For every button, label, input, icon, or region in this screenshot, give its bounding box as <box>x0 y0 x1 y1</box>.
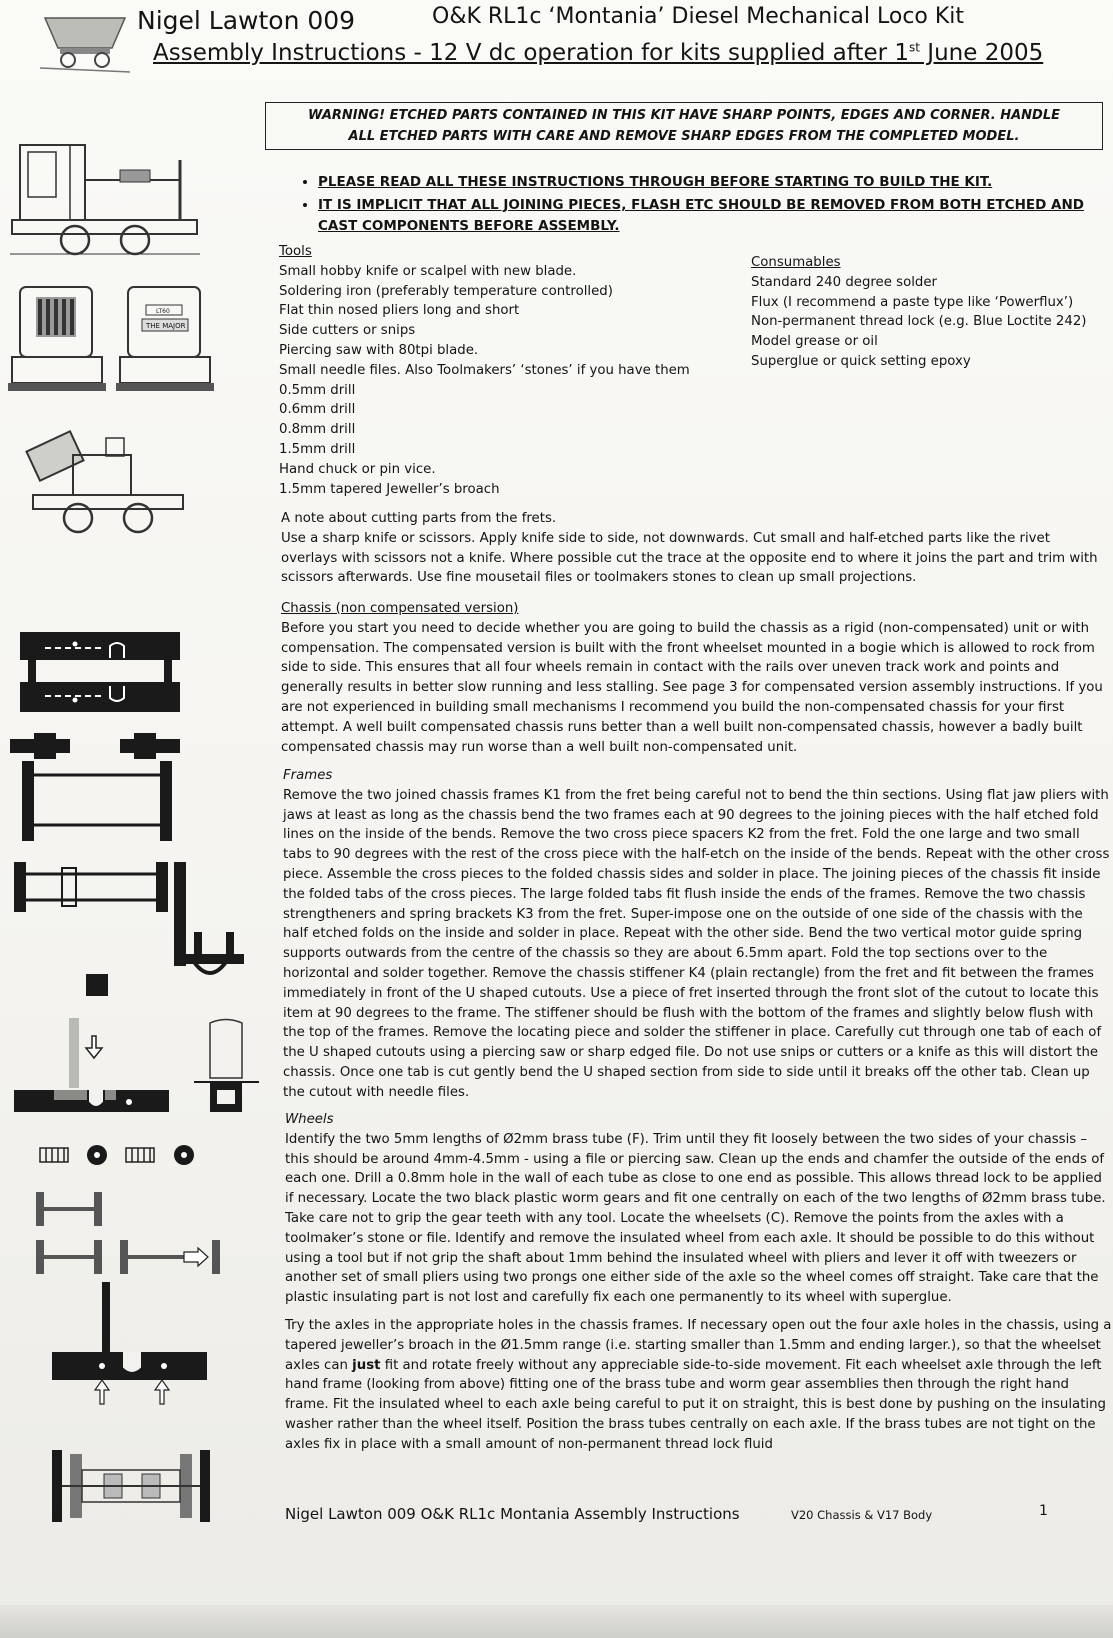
consumable-item: Model grease or oil <box>751 334 878 350</box>
tool-item: Flat thin nosed pliers long and short <box>279 303 520 319</box>
u-cutout-detail-figure <box>14 1018 259 1118</box>
end-view-front <box>8 287 106 391</box>
wheels-body-2a: Try the axles in the appropriate holes in the chassis frames. If necessary open out the four axle holes in the chassis, using a tapered jeweller’s broach in the Ø1.5mm range (i.e. starting smaller than 1.5mm and ending larger.), so that the wheelset axles can <box>285 1317 1112 1373</box>
footer-title: Nigel Lawton 009 O&K RL1c Montania Assembly Instructions <box>285 1505 740 1523</box>
consumables-section <box>751 253 1086 372</box>
chassis-with-wheels-figure <box>52 1450 212 1525</box>
subtitle-date: June 2005 <box>919 40 1044 66</box>
wheels-body-2 <box>285 1316 1113 1455</box>
cutting-body: Use a sharp knife or scissors. Apply knife side to side, not downwards. Cut small and half-etched parts like the rivet overlays with scissors not a knife. Where possible cut the trace at the opposite end to where it joins the part and trim with scissors afterwards. Use fine mousetail files or toolmakers stones to clean up small projections. <box>281 530 1098 586</box>
tipper-wagon-logo <box>40 10 130 75</box>
wheels-body-1: Identify the two 5mm lengths of Ø2mm brass tube (F). Trim until they fit loosely between the two sides of your chassis – this should be around 4mm-4.5mm - using a file or piercing saw. Clean up the ends and chamfer the outside of the ends of each one. Drill a 0.8mm hole in the wall of each tube as close to one end as possible. This allows thread lock to be applied if necessary. Locate the two black plastic worm gears and fit one centrally on each of the two lengths of Ø2mm brass tube. Take care not to grip the gear teeth with any tool. Locate the wheelsets (C). Remove the points from the axles with a toolmaker’s stone or file. Identify and remove the insulated wheel from each axle. It should be possible to do this without using a tool but if not grip the shaft about 1mm behind the insulated wheel with pliers and lever it off with tweezers or another set of small pliers using two prongs one either side of the axle so the wheel comes off straight. Take care that the plastic insulating part is not lost and carefully fix each one permanently to its wheel with superglue. <box>285 1131 1106 1306</box>
chassis-frame-fret-figure <box>20 632 180 714</box>
loco-end-views-figure <box>6 283 216 403</box>
warning-box <box>265 102 1103 150</box>
frames-heading: Frames <box>283 768 333 783</box>
scan-bottom-edge <box>0 1605 1113 1638</box>
tipping-loco-figure <box>28 430 188 540</box>
end-view-rear <box>116 287 214 391</box>
tools-section <box>279 242 690 499</box>
consumables-heading: Consumables <box>751 255 841 270</box>
footer-version: V20 Chassis & V17 Body <box>791 1508 933 1522</box>
cutting-note-section <box>281 509 1109 588</box>
frames-section <box>283 766 1111 1103</box>
warning-line-2: ALL ETCHED PARTS WITH CARE AND REMOVE SHARP EDGES FROM THE COMPLETED MODEL. <box>348 129 1020 144</box>
loco-side-view-figure <box>10 140 200 260</box>
wheelsets-figure <box>36 1190 226 1280</box>
assembled-frames-figure <box>14 862 249 992</box>
worm-gears-and-tubes-figure <box>40 1140 200 1172</box>
consumable-item: Superglue or quick setting epoxy <box>751 353 971 369</box>
tool-item: Side cutters or snips <box>279 323 416 339</box>
nameplate-number: LT60 <box>156 308 170 315</box>
subtitle-sup: st <box>909 40 920 55</box>
cutting-heading: A note about cutting parts from the frets. <box>281 511 557 526</box>
tool-item: Small needle files. Also Toolmakers’ ‘stones’ if you have them <box>279 362 690 378</box>
tool-item: 1.5mm drill <box>279 441 356 457</box>
chassis-heading: Chassis (non compensated version) <box>281 601 519 616</box>
consumable-item: Standard 240 degree solder <box>751 274 937 290</box>
tool-item: Piercing saw with 80tpi blade. <box>279 342 479 358</box>
chassis-axle-holes-figure <box>52 1282 212 1410</box>
subtitle <box>153 40 1043 66</box>
tool-item: Small hobby knife or scalpel with new blade. <box>279 263 577 279</box>
warning-line-1: WARNING! ETCHED PARTS CONTAINED IN THIS KIT HAVE SHARP POINTS, EDGES AND CORNER. HANDLE <box>307 108 1061 123</box>
kit-title: O&K RL1c ‘Montania’ Diesel Mechanical Loco Kit <box>432 4 965 29</box>
chassis-body: Before you start you need to decide whether you are going to build the chassis as a rigid (non-compensated) unit or with compensation. The compensated version is built with the front wheelset mounted in a bogie which is allowed to rock from side to side. This ensures that all four wheels remain in contact with the rails over uneven track work and points and generally results in better slow running and less stalling. See page 3 for compensated version assembly instructions. If you are not experienced in building small mechanisms I recommend you build the non-compensated chassis for your first attempt. A well built compensated chassis runs better than a well built non-compensated chassis, however a badly built compensated chassis may run worse than a well built non-compensated unit. <box>281 620 1103 755</box>
instruction-bullets <box>300 172 1100 239</box>
wheels-section <box>285 1110 1113 1455</box>
tool-item: 0.5mm drill <box>279 382 356 398</box>
cross-piece-spacers-figure <box>10 733 195 843</box>
tool-item: Soldering iron (preferably temperature controlled) <box>279 283 613 299</box>
chassis-section <box>281 599 1109 757</box>
tools-heading: Tools <box>279 244 312 259</box>
tool-item: 0.6mm drill <box>279 402 356 418</box>
wheels-heading: Wheels <box>285 1112 334 1127</box>
page-number: 1 <box>1039 1503 1048 1519</box>
consumable-item: Flux (I recommend a paste type like ‘Powerflux’) <box>751 294 1074 310</box>
tool-item: Hand chuck or pin vice. <box>279 461 436 477</box>
tool-item: 0.8mm drill <box>279 422 356 438</box>
consumable-item: Non-permanent thread lock (e.g. Blue Loctite 242) <box>751 314 1087 330</box>
subtitle-main: Assembly Instructions - 12 V dc operation for kits supplied after 1 <box>153 40 910 66</box>
wheels-body-2-bold: just <box>352 1357 381 1373</box>
frames-body: Remove the two joined chassis frames K1 from the fret being careful not to bend the thin sections. Using flat jaw pliers with jaws at least as long as the chassis bend the two frames each at 90 degrees to the joining pieces with the half etched fold lines on the inside of the bends. Remove the two cross piece spacers K2 from the fret. Fold the one large and two small tabs to 90 degrees with the rest of the cross piece with the half-etch on the inside of the bends. Repeat with the other cross piece. Assemble the cross pieces to the folded chassis sides and solder in place. The joining pieces of the chassis fit inside the folded tabs of the cross pieces. The large folded tabs fit flush inside the ends of the frames. Remove the two chassis strengtheners and spring brackets K3 from the fret. Super-impose one on the outside of one side of the chassis with the half etched folds on the inside and solder in place. Repeat with the other side. Bend the two vertical motor guide spring supports outwards from the centre of the chassis so they are about 6.5mm apart. Fold the top sections over to the horizontal and solder together. Remove the chassis stiffener K4 (plain rectangle) from the fret and fit between the frames immediately in front of the U shaped cutouts. Use a piece of fret inserted through the front slot of the cutout to locate this item at 90 degrees to the frame. The stiffener should be flush with the bottom of the frames and slightly below flush with the top of the frames. Remove the locating piece and solder the stiffener in place. Carefully cut through one tab of each of the U shaped cutouts using a piercing saw or sharp edged file. Do not use snips or cutters or a knife as this will distort the chassis. Once one tab is cut gently bend the U shaped section from side to side until it breaks off the other tab. Clean up the cutout with needle files. <box>283 787 1110 1100</box>
bullet-remove-flash: • IT IS IMPLICIT THAT ALL JOINING PIECES, FLASH ETC SHOULD BE REMOVED FROM BOTH ETCHED AND CAST COMPONENTS BEFORE ASSEMBLY. <box>318 195 1100 237</box>
nameplate-text: THE MAJOR <box>146 322 186 330</box>
bullet-read-first: • PLEASE READ ALL THESE INSTRUCTIONS THROUGH BEFORE STARTING TO BUILD THE KIT. <box>318 172 1100 193</box>
tool-item: 1.5mm tapered Jeweller’s broach <box>279 481 500 497</box>
wheels-body-2b: fit and rotate freely without any appreciable side-to-side movement. Fit each wheelset axle through the left hand frame (looking from above) fitting one of the brass tube and worm gear assemblies then through the right hand frame. Fit the insulated wheel to each axle being careful to put it on straight, this is best done by pushing on the insulating washer rather than the wheel itself. Position the brass tubes centrally on each axle. If the brass tubes are not tight on the axles fix in place with a small amount of non-permanent thread lock fluid <box>285 1357 1106 1452</box>
brand-title: Nigel Lawton 009 <box>137 6 356 35</box>
